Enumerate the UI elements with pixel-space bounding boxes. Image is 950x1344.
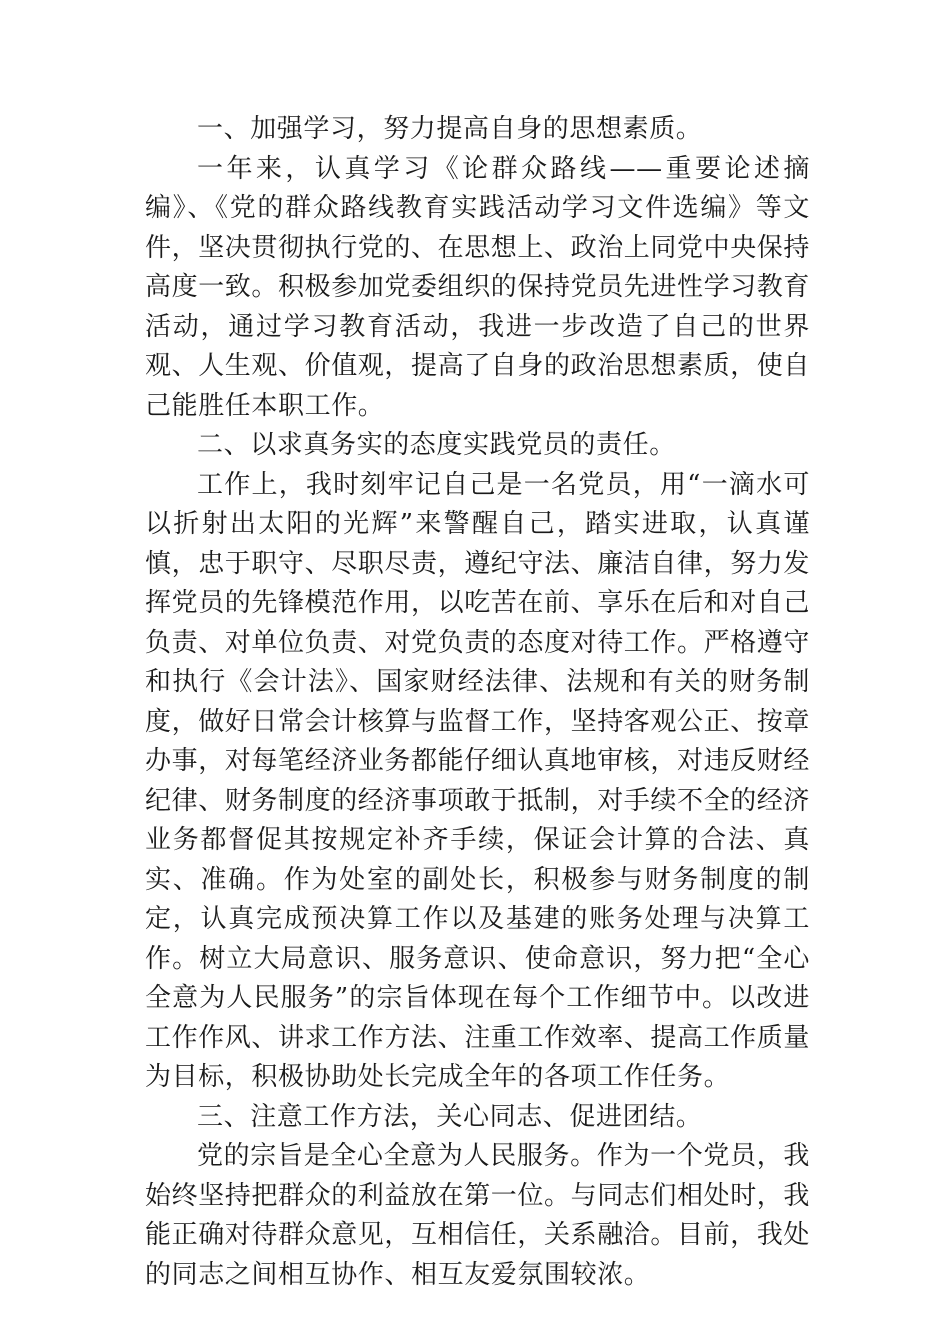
document-body <box>145 110 810 1295</box>
paragraph-study: 一年来，认真学习《论群众路线——重要论述摘编》、《党的群众路线教育实践活动学习文件选编》等文件，坚决贯彻执行党的、在思想上、政治上同党中央保持高度一致。积极参加党委组织的保持党员先进性学习教育活动，通过学习教育活动，我进一步改造了自己的世界观、人生观、价值观，提高了自身的政治思想素质，使自己能胜任本职工作。 <box>145 153 811 421</box>
section-heading-1: 一、加强学习，努力提高自身的思想素质。 <box>197 114 703 144</box>
paragraph-work: 工作上，我时刻牢记自己是一名党员，用“一滴水可以折射出太阳的光辉”来警醒自己，踏实进取，认真谨慎，忠于职守、尽职尽责，遵纪守法、廉洁自律，努力发挥党员的先锋模范作用，以吃苦在前、享乐在后和对自己负责、对单位负责、对党负责的态度对待工作。严格遵守和执行《会计法》、国家财经法律、法规和有关的财务制度，做好日常会计核算与监督工作，坚持客观公正、按章办事，对每笔经济业务都能仔细认真地审核，对违反财经纪律、财务制度的经济事项敢于抵制，对手续不全的经济业务都督促其按规定补齐手续，保证会计算的合法、真实、准确。作为处室的副处长，积极参与财务制度的制定，认真完成预决算工作以及基建的账务处理与决算工作。树立大局意识、服务意识、使命意识，努力把“全心全意为人民服务”的宗旨体现在每个工作细节中。以改进工作作风、讲求工作方法、注重工作效率、提高工作质量为目标，积极协助处长完成全年的各项工作任务。 <box>145 469 811 1092</box>
paragraph-unity: 党的宗旨是全心全意为人民服务。作为一个党员，我始终坚持把群众的利益放在第一位。与同志们相处时，我能正确对待群众意见，互相信任，关系融洽。目前，我处的同志之间相互协作、相互友爱氛围较浓。 <box>145 1141 811 1290</box>
section-heading-3: 三、注意工作方法，关心同志、促进团结。 <box>197 1101 703 1132</box>
section-heading-2: 二、以求真务实的态度实践党员的责任。 <box>197 430 676 460</box>
